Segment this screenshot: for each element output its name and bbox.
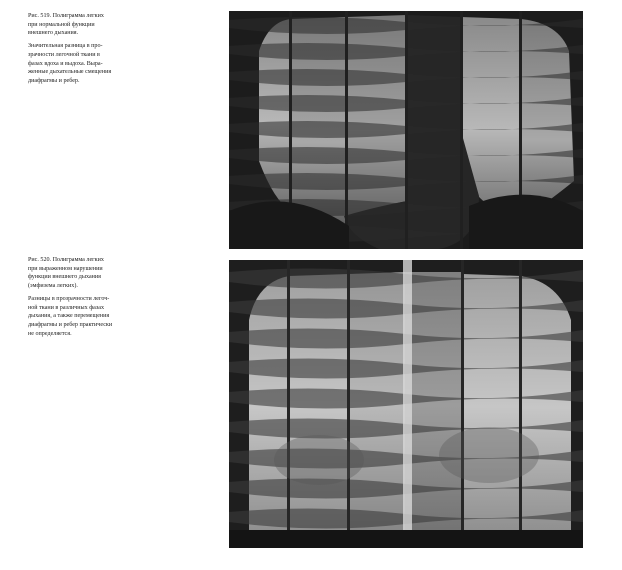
figure-520-caption: [28, 256, 153, 342]
caption-line: функции внешнего дыхания: [28, 274, 101, 281]
caption-line: Разницы в прозрачности легоч-: [28, 295, 110, 302]
caption-line: женные дыхательные смещения: [28, 69, 112, 76]
caption-line: зрачности легочной ткани в: [28, 51, 100, 58]
caption-line: Рис. 520. Полиграмма легких: [28, 257, 104, 263]
caption-line: Рис. 519. Полиграмма легких: [28, 13, 104, 19]
xray-image: [229, 260, 583, 548]
caption-line: диафрагмы и ребер.: [28, 77, 80, 84]
emphysema-lung-polygram-xray: [229, 260, 583, 548]
caption-line: (эмфизема легких).: [28, 283, 78, 290]
normal-lung-polygram-xray: [229, 11, 583, 249]
caption-line: не определяется.: [28, 330, 72, 337]
caption-line: Значительная разница в про-: [28, 43, 103, 50]
caption-line: внешнего дыхания.: [28, 30, 79, 37]
figure-519-caption: [28, 12, 153, 90]
caption-line: фазах вдоха и выдоха. Выра-: [28, 60, 103, 67]
caption-line: при выраженном нарушении: [28, 265, 103, 272]
figure-519-description: [28, 42, 153, 86]
caption-line: дыхания, а также перемещения: [28, 313, 110, 320]
caption-line: при нормальной функции: [28, 21, 95, 28]
figure-520-title: [28, 256, 153, 291]
figure-520-description: [28, 295, 153, 339]
xray-image: [229, 11, 583, 249]
caption-line: ной ткани в различных фазах: [28, 304, 105, 311]
caption-line: диафрагмы и ребер практически: [28, 321, 113, 328]
figure-519-title: [28, 12, 153, 38]
